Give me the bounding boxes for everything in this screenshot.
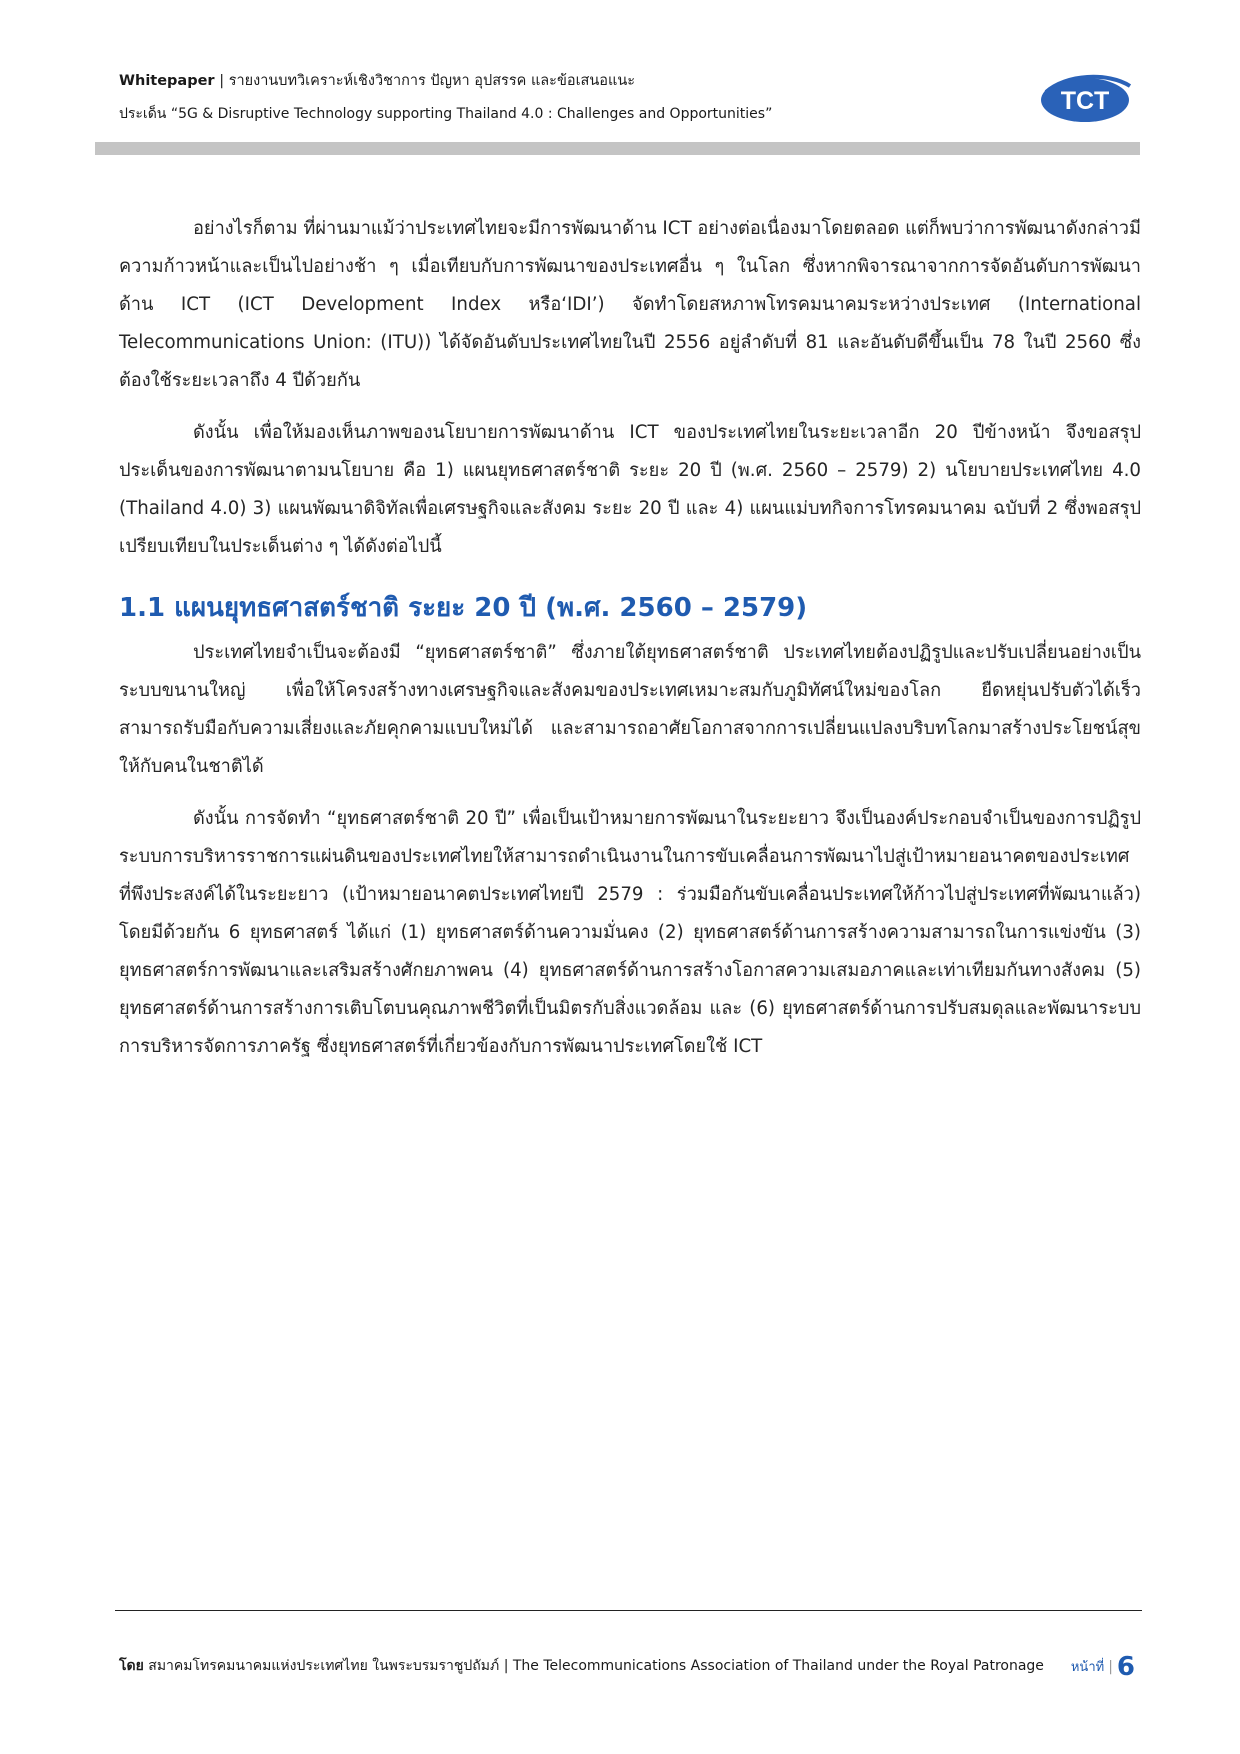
paragraph-20-year-strategy: ดังนั้น การจัดทำ “ยุทธศาสตร์ชาติ 20 ปี” เพื่อเป็นเป้าหมายการพัฒนาในระยะยาว จึงเป็นองค์ประกอบจำเป็นของการปฏิรูประบบการบริหารราชการแผ่นดินของประเทศไทยให้สามารถดำเนินงานในการขับเคลื่อนการพัฒนาไปสู่เป้าหมายอนาคตของประเทศที่พึงประสงค์ได้ในระยะยาว (เป้าหมายอนาคตประเทศไทยปี 2579 : ร่วมมือกันขับเคลื่อนประเทศให้ก้าวไปสู่ประเทศที่พัฒนาแล้ว) โดยมีด้วยกัน 6 ยุทธศาสตร์ ได้แก่ (1) ยุทธศาสตร์ด้านความมั่นคง (2) ยุทธศาสตร์ด้านการสร้างความสามารถในการแข่งขัน (3) ยุทธศาสตร์การพัฒนาและเสริมสร้างศักยภาพคน (4) ยุทธศาสตร์ด้านการสร้างโอกาสความเสมอภาคและเท่าเทียมกันทางสังคม (5) ยุทธศาสตร์ด้านการสร้างการเติบโตบนคุณภาพชีวิตที่เป็นมิตรกับสิ่งแวดล้อม และ (6) ยุทธศาสตร์ด้านการปรับสมดุลและพัฒนาระบบการบริหารจัดการภาครัฐ ซึ่งยุทธศาสตร์ที่เกี่ยวข้องกับการพัฒนาประเทศโดยใช้ ICT: [119, 808, 1141, 1057]
section-heading-1-1: 1.1 แผนยุทธศาสตร์ชาติ ระยะ 20 ปี (พ.ศ. 2560 – 2579): [119, 593, 808, 623]
header-subtitle: รายงานบทวิเคราะห์เชิงวิชาการ ปัญหา อุปสรรค และข้อเสนอแนะ: [228, 73, 636, 89]
page-footer: [119, 1652, 1141, 1682]
header-separator: |: [214, 73, 229, 89]
page-label: หน้าที่: [1070, 1660, 1105, 1675]
footer-divider: [115, 1610, 1142, 1611]
page-header: [119, 70, 1099, 124]
paragraph-policy-summary: ดังนั้น เพื่อให้มองเห็นภาพของนโยบายการพัฒนาด้าน ICT ของประเทศไทยในระยะเวลาอีก 20 ปีข้างหน้า จึงขอสรุปประเด็นของการพัฒนาตามนโยบาย คือ 1) แผนยุทธศาสตร์ชาติ ระยะ 20 ปี (พ.ศ. 2560 – 2579) 2) นโยบายประเทศไทย 4.0 (Thailand 4.0) 3) แผนพัฒนาดิจิทัลเพื่อเศรษฐกิจและสังคม ระยะ 20 ปี และ 4) แผนแม่บทกิจการโทรคมนาคม ฉบับที่ 2 ซึ่งพอสรุปเปรียบเทียบในประเด็นต่าง ๆ ได้ดังต่อไปนี้: [119, 422, 1141, 557]
footer-organization: [119, 1656, 1044, 1676]
paragraph-ict-ranking: อย่างไรก็ตาม ที่ผ่านมาแม้ว่าประเทศไทยจะมีการพัฒนาด้าน ICT อย่างต่อเนื่องมาโดยตลอด แต่ก็พบว่าการพัฒนาดังกล่าวมีความก้าวหน้าและเป็นไปอย่างช้า ๆ เมื่อเทียบกับการพัฒนาของประเทศอื่น ๆ ในโลก ซึ่งหากพิจารณาจากการจัดอันดับการพัฒนาด้าน ICT (ICT Development Index หรือ‘IDI’) จัดทำโดยสหภาพโทรคมนาคมระหว่างประเทศ (International Telecommunications Union: (ITU)) ได้จัดอันดับประเทศไทยในปี 2556 อยู่ลำดับที่ 81 และอันดับดีขึ้นเป็น 78 ในปี 2560 ซึ่งต้องใช้ระยะเวลาถึง 4 ปีด้วยกัน: [119, 218, 1141, 391]
header-title-line: [119, 70, 1099, 92]
whitepaper-label: Whitepaper: [119, 73, 215, 89]
page-separator: |: [1108, 1659, 1113, 1675]
page-number-block: [1071, 1652, 1135, 1682]
header-issue-line: ประเด็น “5G & Disruptive Technology supporting Thailand 4.0 : Challenges and Opportunities”: [119, 106, 773, 122]
header-divider-bar: [95, 142, 1140, 155]
paragraph-national-strategy: ประเทศไทยจำเป็นจะต้องมี “ยุทธศาสตร์ชาติ” ซึ่งภายใต้ยุทธศาสตร์ชาติ ประเทศไทยต้องปฏิรูปและปรับเปลี่ยนอย่างเป็นระบบขนานใหญ่ เพื่อให้โครงสร้างทางเศรษฐกิจและสังคมของประเทศเหมาะสมกับภูมิทัศน์ใหม่ของโลก ยืดหยุ่นปรับตัวได้เร็ว สามารถรับมือกับความเสี่ยงและภัยคุกคามแบบใหม่ได้ และสามารถอาศัยโอกาสจากการเปลี่ยนแปลงบริบทโลกมาสร้างประโยชน์สุขให้กับคนในชาติได้: [119, 642, 1141, 777]
footer-org-text: สมาคมโทรคมนาคมแห่งประเทศไทย ในพระบรมราชูปถัมภ์ | The Telecommunications Association of Thailand under the Royal Patronage: [143, 1658, 1044, 1674]
footer-by-label: โดย: [119, 1658, 144, 1674]
document-body: [119, 210, 1141, 1080]
tct-logo: [1036, 70, 1134, 128]
logo-text: TCT: [1060, 87, 1110, 115]
page-number: 6: [1116, 1652, 1135, 1682]
